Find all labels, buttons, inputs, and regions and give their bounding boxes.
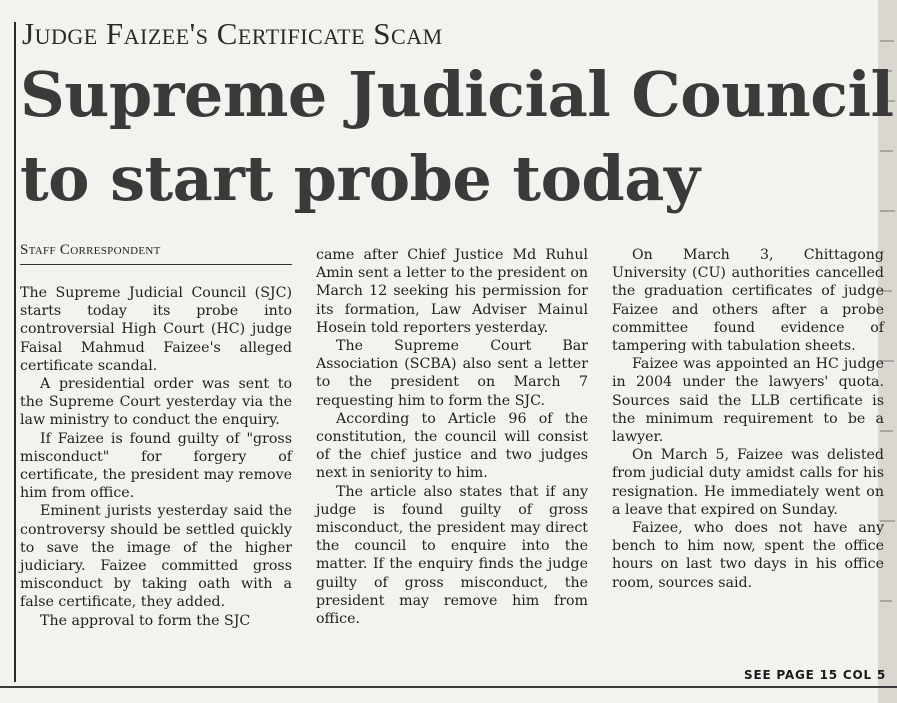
paragraph: On March 3, Chittagong University (CU) authorities cancelled the graduation certificates of judge Faizee and others after a probe committee found evidence of tampering with tabulation sheets. (612, 247, 884, 355)
strip-line (880, 150, 893, 152)
paragraph: A presidential order was sent to the Supreme Court yesterday via the law ministry to conduct the enquiry. (20, 376, 292, 429)
headline-line-2: to start probe today (20, 142, 700, 215)
paragraph: Eminent jurists yesterday said the controversy should be settled quickly to save the image of the higher judiciary. Faizee committed gross misconduct by taking oath with a false certificate, they added. (20, 503, 292, 611)
headline-line-1: Supreme Judicial Council (20, 58, 894, 131)
paragraph: The article also states that if any judge is found guilty of gross misconduct, the president may direct the council to enquire into the matter. If the enquiry finds the judge guilty of gross misconduct, the president may remove him from office. (316, 483, 588, 628)
paragraph: Faizee was appointed an HC judge in 2004 under the lawyers' quota. Sources said the LLB certificate is the minimum requirement to be a lawyer. (612, 356, 884, 446)
strip-line (880, 40, 894, 42)
paragraph: The Supreme Court Bar Association (SCBA) also sent a letter to the president on March 7 requesting him to form the SJC. (316, 338, 588, 409)
strip-line (880, 210, 895, 212)
paragraph: Faizee, who does not have any bench to him now, spent the office hours on last two days in his office room, sources said. (612, 520, 884, 591)
paragraph: If Faizee is found guilty of "gross misconduct" for forgery of certificate, the president may remove him from office. (20, 430, 292, 502)
strip-line (880, 600, 892, 602)
paragraph: On March 5, Faizee was delisted from judicial duty amidst calls for his resignation. He immediately went on a leave that expired on Sunday. (612, 447, 884, 518)
article-column-1 (20, 284, 292, 630)
byline-rule (20, 264, 292, 265)
continuation-jump-line: SEE PAGE 15 COL 5 (744, 668, 887, 682)
kicker-title: Judge Faizee's Certificate Scam (22, 16, 443, 51)
paragraph: The Supreme Judicial Council (SJC) starts today its probe into controversial High Court (HC) judge Faisal Mahmud Faizee's alleged certificate scandal. (20, 285, 292, 374)
paragraph: The approval to form the SJC (40, 612, 251, 629)
article-column-2 (316, 246, 588, 628)
paragraph: came after Chief Justice Md Ruhul Amin sent a letter to the president on March 12 seeking his permission for its formation, Law Adviser Mainul Hosein told reporters yesterday. (316, 247, 588, 336)
byline: Staff Correspondent (20, 242, 161, 258)
bottom-rule (0, 686, 897, 688)
left-column-rule (14, 22, 16, 682)
paragraph: According to Article 96 of the constitution, the council will consist of the chief justice and two judges next in seniority to him. (316, 410, 588, 482)
article-column-3 (612, 246, 884, 592)
